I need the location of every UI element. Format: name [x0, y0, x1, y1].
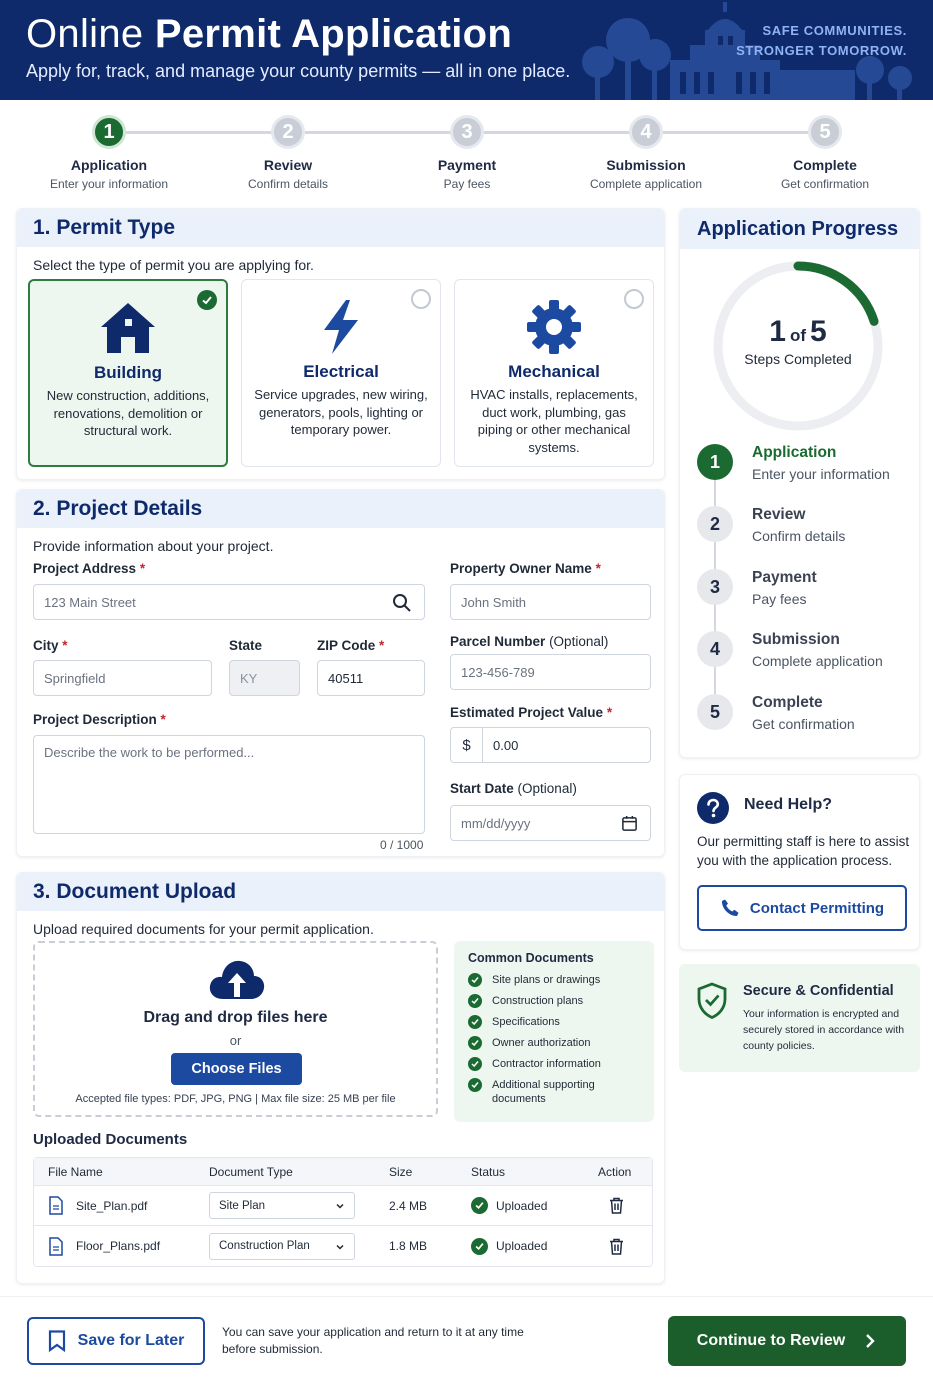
project-details-section	[16, 489, 665, 857]
panel-header	[680, 209, 919, 249]
progress-step-complete[interactable]	[697, 694, 917, 744]
step-desc: Pay fees	[752, 591, 807, 607]
section-header	[17, 490, 664, 528]
label-text: Project Address	[33, 561, 137, 576]
step-desc: Confirm details	[752, 528, 846, 544]
step-number: 1	[697, 444, 733, 480]
step-desc: Complete application	[589, 177, 703, 191]
radio-button[interactable]	[411, 289, 431, 309]
status-text: Uploaded	[496, 1198, 548, 1213]
list-item-text: Construction plans	[492, 995, 584, 1007]
step-title: Payment	[437, 157, 497, 173]
owner-name-label	[450, 561, 601, 576]
trash-icon[interactable]	[609, 1197, 624, 1214]
permit-type-section	[16, 208, 665, 480]
optional-tag: (Optional)	[517, 781, 577, 796]
input-value: 0.00	[493, 737, 519, 753]
step-title: Review	[263, 157, 313, 173]
help-panel	[679, 774, 920, 950]
document-type-select[interactable]	[209, 1192, 355, 1219]
check-icon	[471, 1238, 488, 1255]
section-title: 3. Document Upload	[33, 880, 237, 903]
city-label	[33, 638, 68, 653]
permit-option-building[interactable]	[28, 279, 228, 467]
status-text: Uploaded	[496, 1239, 548, 1253]
required-mark: *	[139, 561, 146, 576]
check-icon	[468, 973, 482, 987]
section-header	[17, 873, 664, 911]
table-header	[34, 1158, 652, 1186]
state-label: State	[229, 638, 263, 653]
label-text: Property Owner Name	[450, 561, 592, 576]
label-text: City	[33, 638, 59, 653]
list-item	[468, 1057, 640, 1071]
project-address-label	[33, 561, 145, 576]
chevron-right-icon	[863, 1333, 877, 1349]
type-cell	[209, 1186, 355, 1225]
tagline-line-1: SAFE COMMUNITIES.	[762, 23, 907, 38]
input-placeholder: mm/dd/yyyy	[461, 815, 531, 831]
step-desc: Confirm details	[247, 177, 329, 191]
required-mark: *	[606, 705, 613, 720]
step-desc: Enter your information	[49, 177, 169, 191]
file-cell	[48, 1186, 147, 1225]
section-intro: Select the type of permit you are applying for.	[33, 257, 314, 273]
list-item	[468, 1078, 640, 1106]
security-notice	[679, 964, 920, 1072]
required-mark: *	[379, 638, 385, 653]
dropzone-or: or	[229, 1033, 242, 1048]
action-cell	[609, 1226, 624, 1266]
common-documents-panel	[454, 941, 654, 1122]
cloud-upload-icon	[207, 955, 267, 1003]
status-cell	[471, 1226, 547, 1266]
help-title: Need Help?	[744, 796, 833, 813]
step-title: Submission	[606, 157, 686, 173]
step-number: 2	[271, 115, 305, 149]
button-label: Continue to Review	[696, 1332, 846, 1349]
zip-label	[317, 638, 384, 653]
step-number: 1	[92, 115, 126, 149]
step-title: Review	[752, 506, 806, 523]
label-text: Parcel Number	[450, 634, 546, 649]
input-placeholder: 123 Main Street	[44, 594, 136, 610]
step-payment[interactable]	[387, 115, 547, 191]
step-review[interactable]	[208, 115, 368, 191]
column-header: File Name	[48, 1164, 103, 1179]
phone-icon	[720, 898, 740, 918]
label-text: Estimated Project Value	[450, 705, 604, 720]
check-icon	[468, 1057, 482, 1071]
table-row	[34, 1226, 652, 1266]
title-main: Permit Application	[154, 12, 513, 56]
tagline-line-2: STRONGER TOMORROW.	[736, 43, 907, 58]
step-title: Application	[70, 157, 148, 173]
step-desc: Complete application	[752, 653, 883, 669]
footer-divider	[0, 1296, 933, 1297]
list-item-text: Owner authorization	[492, 1037, 591, 1049]
document-upload-section	[16, 872, 665, 1284]
table-row	[34, 1186, 652, 1226]
permit-option-desc: New construction, additions, renovations, demolition or structural work.	[46, 388, 210, 438]
parcel-number-label	[450, 634, 608, 649]
parcel-number-input[interactable]	[450, 654, 651, 690]
search-icon[interactable]	[392, 593, 412, 613]
button-label: Save for Later	[77, 1332, 185, 1349]
chevron-down-icon	[335, 1201, 345, 1211]
step-desc: Get confirmation	[780, 177, 870, 191]
required-mark: *	[160, 712, 166, 727]
label-text: Start Date	[450, 781, 514, 796]
permit-option-electrical[interactable]	[241, 279, 441, 467]
help-text: Our permitting staff is here to assist you with the application process.	[697, 834, 910, 868]
input-placeholder: 123-456-789	[461, 664, 535, 680]
optional-tag: (Optional)	[549, 634, 609, 649]
section-intro: Upload required documents for your permit application.	[33, 921, 374, 937]
document-icon	[48, 1237, 64, 1256]
column-header: Document Type	[209, 1164, 293, 1179]
page-title	[26, 12, 512, 57]
permit-option-desc: HVAC installs, replacements, duct work, plumbing, gas piping or other mechanical systems.	[470, 387, 638, 455]
step-application[interactable]	[29, 115, 189, 191]
file-name: Floor_Plans.pdf	[76, 1239, 161, 1253]
permit-option-name: Electrical	[303, 362, 379, 381]
owner-name-input[interactable]	[450, 584, 651, 620]
column-header: Action	[598, 1164, 632, 1179]
step-desc: Enter your information	[752, 466, 890, 482]
common-documents-title: Common Documents	[468, 951, 594, 965]
permit-option-name: Mechanical	[508, 362, 600, 381]
selected-check-icon[interactable]	[197, 290, 217, 310]
check-icon	[468, 1036, 482, 1050]
progress-readout	[713, 315, 883, 367]
start-date-label	[450, 781, 577, 796]
step-number: 3	[697, 569, 733, 605]
state-input	[229, 660, 300, 696]
panel-title: Application Progress	[697, 217, 899, 240]
save-for-later-button[interactable]	[27, 1317, 205, 1365]
label-text: Project Description	[33, 712, 157, 727]
step-number: 4	[629, 115, 663, 149]
gear-icon	[525, 298, 583, 356]
permit-option-mechanical[interactable]	[454, 279, 654, 467]
section-intro: Provide information about your project.	[33, 538, 274, 554]
progress-step-application[interactable]	[697, 444, 917, 494]
start-date-input[interactable]	[450, 805, 651, 841]
step-title: Submission	[752, 631, 840, 648]
input-placeholder: John Smith	[461, 594, 527, 610]
step-title: Payment	[752, 569, 817, 586]
project-value-input[interactable]	[450, 727, 651, 763]
uploaded-documents-table	[33, 1157, 653, 1267]
document-icon	[48, 1196, 64, 1215]
list-item	[468, 1036, 640, 1050]
step-number: 2	[697, 506, 733, 542]
character-counter: 0 / 1000	[380, 838, 424, 852]
steps-total-count: 5	[810, 315, 827, 348]
file-dropzone[interactable]	[33, 941, 438, 1117]
chevron-down-icon	[335, 1242, 345, 1252]
document-type-select[interactable]	[209, 1233, 355, 1260]
progress-stepper	[0, 108, 933, 198]
input-value: KY	[240, 670, 258, 686]
column-header: Size	[389, 1164, 413, 1179]
step-desc: Pay fees	[443, 177, 491, 191]
uploaded-documents-title: Uploaded Documents	[33, 1131, 188, 1148]
header-tagline	[736, 21, 907, 61]
project-description-label	[33, 712, 166, 727]
zip-input[interactable]	[317, 660, 425, 696]
project-description-textarea[interactable]	[33, 735, 425, 834]
permit-option-desc: Service upgrades, new wiring, generators, pools, lighting or temporary power.	[254, 387, 428, 437]
project-address-input[interactable]	[33, 584, 425, 620]
progress-step-payment[interactable]	[697, 569, 917, 619]
currency-prefix: $	[451, 728, 483, 762]
page-header	[0, 0, 933, 100]
file-name: Site_Plan.pdf	[76, 1198, 148, 1213]
input-value: 40511	[328, 670, 364, 686]
check-icon	[468, 994, 482, 1008]
application-progress-panel	[679, 208, 920, 758]
contact-permitting-button[interactable]	[697, 885, 907, 931]
title-prefix: Online	[26, 12, 144, 56]
choose-files-button[interactable]: Choose Files	[171, 1053, 302, 1085]
list-item-text: Specifications	[492, 1016, 560, 1028]
file-size: 1.8 MB	[389, 1239, 428, 1253]
list-item	[468, 973, 640, 987]
dropzone-title: Drag and drop files here	[143, 1009, 328, 1026]
file-size: 2.4 MB	[389, 1198, 428, 1213]
select-value: Construction Plan	[219, 1240, 310, 1252]
input-placeholder: Springfield	[44, 670, 106, 686]
list-item-text: Site plans or drawings	[492, 974, 601, 986]
step-number: 4	[697, 631, 733, 667]
house-icon	[99, 299, 157, 357]
question-icon	[697, 792, 729, 824]
radio-button[interactable]	[624, 289, 644, 309]
step-title: Complete	[752, 694, 823, 711]
page-subtitle: Apply for, track, and manage your county permits — all in one place.	[26, 61, 571, 81]
list-item-text: Contractor information	[492, 1058, 601, 1070]
continue-to-review-button[interactable]	[668, 1316, 906, 1366]
select-value: Site Plan	[219, 1199, 266, 1212]
step-submission[interactable]	[566, 115, 726, 191]
section-title: 2. Project Details	[33, 497, 203, 520]
security-title: Secure & Confidential	[743, 983, 894, 999]
list-item	[468, 1015, 640, 1029]
button-label: Contact Permitting	[749, 899, 885, 917]
of-label: of	[789, 326, 807, 345]
step-number: 5	[808, 115, 842, 149]
step-desc: Get confirmation	[752, 716, 855, 732]
status-cell	[471, 1186, 547, 1225]
step-complete[interactable]	[745, 115, 905, 191]
permit-option-name: Building	[94, 363, 162, 382]
trash-icon[interactable]	[609, 1238, 624, 1255]
list-item	[468, 994, 640, 1008]
progress-ring	[713, 261, 883, 431]
section-header	[17, 209, 664, 247]
input-placeholder: Describe the work to be performed...	[44, 745, 255, 760]
bookmark-icon	[48, 1330, 66, 1352]
save-note: You can save your application and return to it at any time before submission.	[222, 1325, 524, 1356]
shield-check-icon	[696, 982, 728, 1020]
city-input[interactable]	[33, 660, 212, 696]
step-title: Application	[752, 444, 837, 461]
check-icon	[468, 1078, 482, 1092]
lightning-icon	[312, 298, 370, 356]
file-requirements-note: Accepted file types: PDF, JPG, PNG | Max file size: 25 MB per file	[75, 1093, 396, 1105]
step-number: 5	[697, 694, 733, 730]
action-cell	[609, 1186, 624, 1225]
project-value-label	[450, 705, 612, 720]
progress-step-review[interactable]	[697, 506, 917, 556]
check-icon	[471, 1197, 488, 1214]
steps-completed-count: 1	[769, 315, 786, 348]
column-header: Status	[471, 1164, 506, 1179]
check-icon	[468, 1015, 482, 1029]
required-mark: *	[62, 638, 68, 653]
required-mark: *	[595, 561, 601, 576]
calendar-icon[interactable]	[621, 815, 638, 832]
step-title: Complete	[793, 157, 857, 173]
progress-step-submission[interactable]	[697, 631, 917, 681]
step-number: 3	[450, 115, 484, 149]
file-cell	[48, 1226, 160, 1266]
type-cell	[209, 1226, 355, 1266]
label-text: ZIP Code	[317, 638, 376, 653]
security-text: Your information is encrypted and securely stored in accordance with county policies.	[743, 1008, 905, 1052]
list-item-text: Additional supporting documents	[492, 1079, 595, 1105]
progress-caption: Steps Completed	[744, 351, 852, 367]
section-title: 1. Permit Type	[33, 216, 175, 239]
